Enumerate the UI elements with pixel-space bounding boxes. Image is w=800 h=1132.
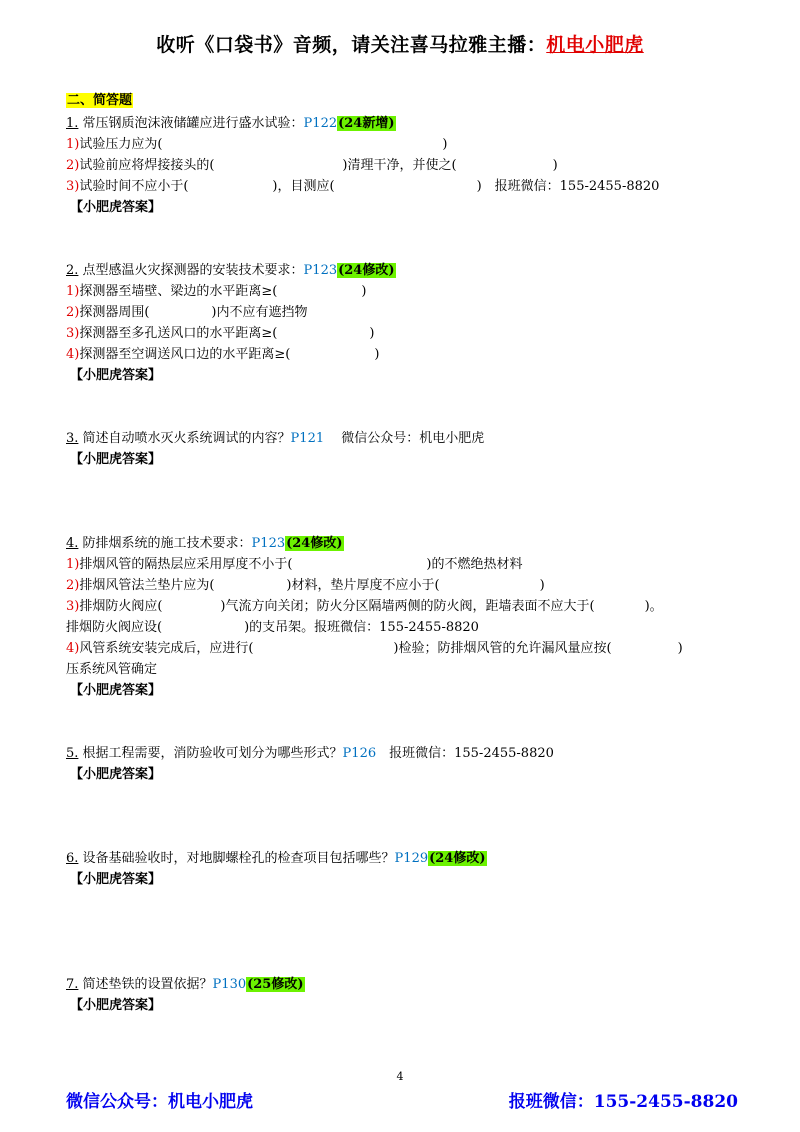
q7-text: 简述垫铁的设置依据？ xyxy=(78,977,213,992)
item-text: 排烟风管法兰垫片应为( xyxy=(79,578,215,593)
item-text: 试验时间不应小于( xyxy=(79,179,189,194)
question-1 xyxy=(66,113,766,134)
item-text: ) xyxy=(361,284,367,299)
item-number: 3) xyxy=(66,599,80,614)
question-4 xyxy=(66,533,766,554)
q3-ref: P121 xyxy=(290,431,325,446)
q6-tag: (24修改) xyxy=(429,851,486,866)
q2-item-4 xyxy=(66,344,766,365)
item-text: 排烟防火阀应( xyxy=(79,599,163,614)
q1-item-2 xyxy=(66,155,766,176)
item-number: 4) xyxy=(66,641,80,656)
question-7 xyxy=(66,974,766,995)
item-text: 试验压力应为( xyxy=(79,137,163,152)
item-text: ) xyxy=(677,641,683,656)
q6-number: 6. xyxy=(66,851,79,866)
q4-item-3-cont xyxy=(66,617,766,638)
answer-label: 【小肥虎答案】 xyxy=(70,767,162,782)
q7-number: 7. xyxy=(66,977,79,992)
item-text: )的不燃绝热材料 xyxy=(426,557,523,572)
q5-text: 根据工程需要，消防验收可划分为哪些形式？ xyxy=(78,746,343,761)
q2-number: 2. xyxy=(66,263,79,278)
answer-label: 【小肥虎答案】 xyxy=(70,872,162,887)
q5-number: 5. xyxy=(66,746,79,761)
q4-number: 4. xyxy=(66,536,79,551)
item-text: )内不应有遮挡物 xyxy=(211,305,308,320)
q2-item-1 xyxy=(66,281,766,302)
q1-number: 1. xyxy=(66,116,79,131)
q4-item-4 xyxy=(66,638,766,659)
q6-text: 设备基础验收时，对地脚螺栓孔的检查项目包括哪些？ xyxy=(78,851,395,866)
q5-ref: P126 xyxy=(342,746,377,761)
item-text: )气流方向关闭；防火分区隔墙两侧的防火阀，距墙表面不应大于( xyxy=(220,599,595,614)
q7-ref: P130 xyxy=(212,977,247,992)
item-text: 探测器至多孔送风口的水平距离≥( xyxy=(79,326,278,341)
footer-wechat-account: 微信公众号：机电小肥虎 xyxy=(66,1092,253,1112)
page-number: 4 xyxy=(396,1070,404,1083)
q4-item-4-cont xyxy=(66,659,766,680)
q2-item-2 xyxy=(66,302,766,323)
item-text: 探测器周围( xyxy=(79,305,150,320)
question-2 xyxy=(66,260,766,281)
item-text: 排烟风管的隔热层应采用厚度不小于( xyxy=(79,557,293,572)
q4-item-1 xyxy=(66,554,766,575)
item-text: 探测器至墙壁、梁边的水平距离≥( xyxy=(79,284,278,299)
item-text: 排烟防火阀应设( xyxy=(66,620,163,635)
document-body xyxy=(66,90,766,1016)
item-number: 2) xyxy=(66,158,80,173)
page-header xyxy=(0,30,800,57)
item-number: 1) xyxy=(66,137,80,152)
item-text: ) xyxy=(539,578,545,593)
question-3 xyxy=(66,428,766,449)
q2-tag: (24修改) xyxy=(338,263,395,278)
q1-ref: P122 xyxy=(303,116,338,131)
item-text: ) xyxy=(374,347,380,362)
q4-item-3 xyxy=(66,596,766,617)
q4-item-2 xyxy=(66,575,766,596)
item-text: ) xyxy=(552,158,558,173)
q1-tag: (24新增) xyxy=(338,116,395,131)
q1-text: 常压钢质泡沫液储罐应进行盛水试验： xyxy=(78,116,304,131)
header-prefix: 收听《口袋书》音频，请关注喜马拉雅主播： xyxy=(156,34,547,56)
item-text: )清理干净，并使之( xyxy=(342,158,457,173)
item-number: 1) xyxy=(66,557,80,572)
answer-label: 【小肥虎答案】 xyxy=(70,452,162,467)
item-text: )。 xyxy=(644,599,663,614)
q7-tag: (25修改) xyxy=(247,977,304,992)
q1-item-1 xyxy=(66,134,766,155)
q4-ref: P123 xyxy=(251,536,286,551)
item-text: ) 报班微信：155-2455-8820 xyxy=(476,179,660,194)
question-6 xyxy=(66,848,766,869)
q2-item-3 xyxy=(66,323,766,344)
q1-item-3 xyxy=(66,176,766,197)
item-text: ) xyxy=(442,137,448,152)
item-text: )的支吊架。报班微信：155-2455-8820 xyxy=(244,620,479,635)
item-text: ) xyxy=(369,326,375,341)
item-number: 3) xyxy=(66,179,80,194)
section-title: 二、简答题 xyxy=(67,93,133,108)
item-text: )，目测应( xyxy=(272,179,335,194)
q3-text: 简述自动喷水灭火系统调试的内容？ xyxy=(78,431,291,446)
answer-label: 【小肥虎答案】 xyxy=(70,200,162,215)
q3-tail: 微信公众号：机电小肥虎 xyxy=(324,431,485,446)
item-text: 试验前应将焊接接头的( xyxy=(79,158,215,173)
answer-label: 【小肥虎答案】 xyxy=(70,998,162,1013)
q4-tag: (24修改) xyxy=(286,536,343,551)
question-5 xyxy=(66,743,766,764)
item-number: 2) xyxy=(66,305,80,320)
q2-ref: P123 xyxy=(303,263,338,278)
answer-label: 【小肥虎答案】 xyxy=(70,683,162,698)
q6-ref: P129 xyxy=(394,851,429,866)
item-number: 3) xyxy=(66,326,80,341)
footer-wechat-contact: 报班微信：155-2455-8820 xyxy=(508,1092,738,1112)
item-number: 1) xyxy=(66,284,80,299)
item-text: 压系统风管确定 xyxy=(66,662,158,677)
item-number: 2) xyxy=(66,578,80,593)
item-text: 风管系统安装完成后，应进行( xyxy=(79,641,254,656)
item-text: 探测器至空调送风口边的水平距离≥( xyxy=(79,347,291,362)
q5-tail: 报班微信：155-2455-8820 xyxy=(376,746,554,761)
item-text: )检验；防排烟风管的允许漏风量应按( xyxy=(393,641,612,656)
q4-text: 防排烟系统的施工技术要求： xyxy=(78,536,252,551)
q3-number: 3. xyxy=(66,431,79,446)
q2-text: 点型感温火灾探测器的安装技术要求： xyxy=(78,263,304,278)
item-number: 4) xyxy=(66,347,80,362)
item-text: )材料，垫片厚度不应小于( xyxy=(286,578,440,593)
answer-label: 【小肥虎答案】 xyxy=(70,368,162,383)
header-brand: 机电小肥虎 xyxy=(546,34,644,56)
